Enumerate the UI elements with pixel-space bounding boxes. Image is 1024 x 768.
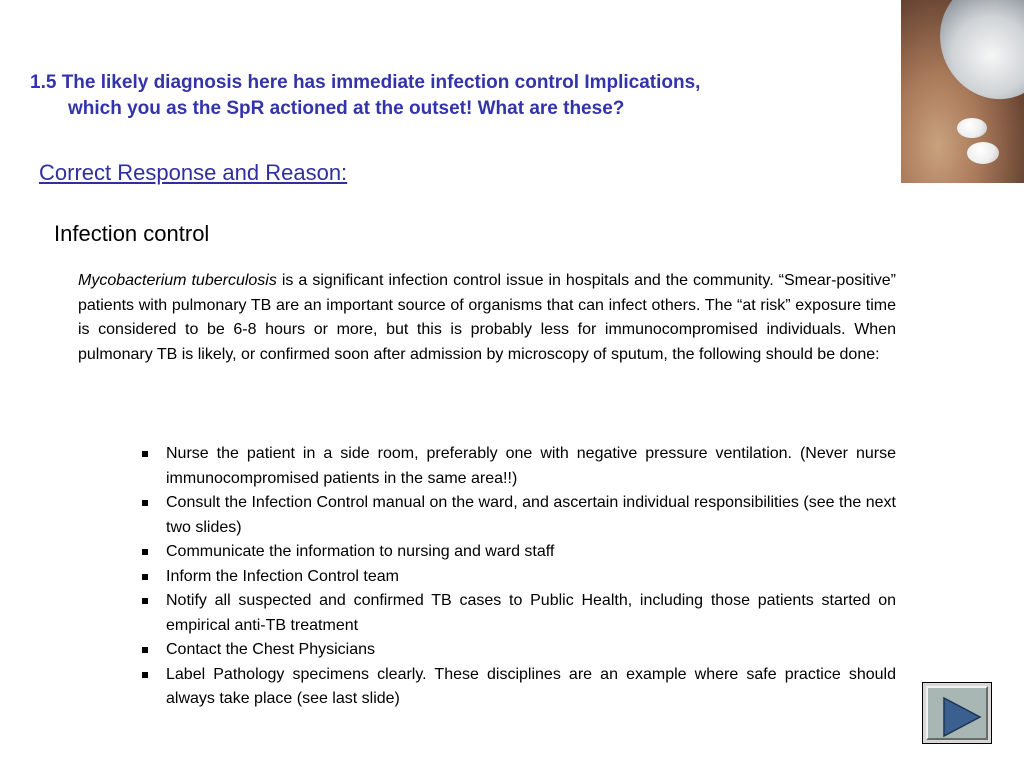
next-arrow-icon: [942, 696, 982, 738]
bullet-square-icon: [142, 672, 148, 678]
pills-photo: [901, 0, 1024, 183]
list-item-text: Inform the Infection Control team: [166, 567, 399, 585]
pill-bottle-shape: [921, 0, 1024, 118]
list-item: [140, 565, 896, 590]
slide-title-line1: 1.5 The likely diagnosis here has immediate infection control Implications,: [30, 72, 701, 93]
list-item: [140, 663, 896, 712]
slide-title-line2: which you as the SpR actioned at the outset! What are these?: [68, 98, 625, 119]
paragraph-text: is a significant infection control issue in hospitals and the community. “Smear-positive” patients with pulmonary TB are an important source of organisms that can infect others. The “at risk” exposure time is considered to be 6-8 hours or more, but this is probably less for immunocompromised individuals. When pulmonary TB is likely, or confirmed soon after admission by microscopy of sputum, the following should be done:: [78, 272, 897, 363]
list-item: [140, 442, 896, 491]
pill-2: [967, 142, 999, 164]
bullet-square-icon: [142, 549, 148, 555]
list-item: [140, 491, 896, 540]
bullet-square-icon: [142, 598, 148, 604]
list-item-text: Communicate the information to nursing and ward staff: [166, 543, 555, 560]
list-item-text: Consult the Infection Control manual on the ward, and ascertain individual responsibilities (see the next two slides): [166, 494, 896, 536]
intro-paragraph: [78, 269, 896, 367]
correct-response-heading: Correct Response and Reason:: [39, 160, 348, 185]
next-slide-button-face[interactable]: [926, 686, 988, 740]
slide-title: [30, 70, 870, 122]
list-item-text: Notify all suspected and confirmed TB cases to Public Health, including those patients started on empirical anti-TB treatment: [166, 592, 896, 634]
list-item-text: Contact the Chest Physicians: [166, 641, 375, 658]
bullet-square-icon: [142, 500, 148, 506]
list-item: [140, 540, 896, 565]
list-item: [140, 589, 896, 638]
pill-1: [957, 118, 987, 138]
organism-name: Mycobacterium tuberculosis: [78, 272, 277, 289]
bullet-square-icon: [142, 451, 148, 457]
action-list: [140, 442, 896, 712]
list-item-text: Label Pathology specimens clearly. These disciplines are an example where safe practice should always take place (see last slide): [166, 665, 896, 707]
list-item: [140, 638, 896, 663]
list-item-text: Nurse the patient in a side room, preferably one with negative pressure ventilation. (Never nurse immunocompromised patients in the same area!!): [166, 445, 896, 487]
next-slide-button[interactable]: [922, 682, 992, 744]
bullet-square-icon: [142, 647, 148, 653]
section-heading: Infection control: [54, 221, 210, 246]
bullet-square-icon: [142, 574, 148, 580]
